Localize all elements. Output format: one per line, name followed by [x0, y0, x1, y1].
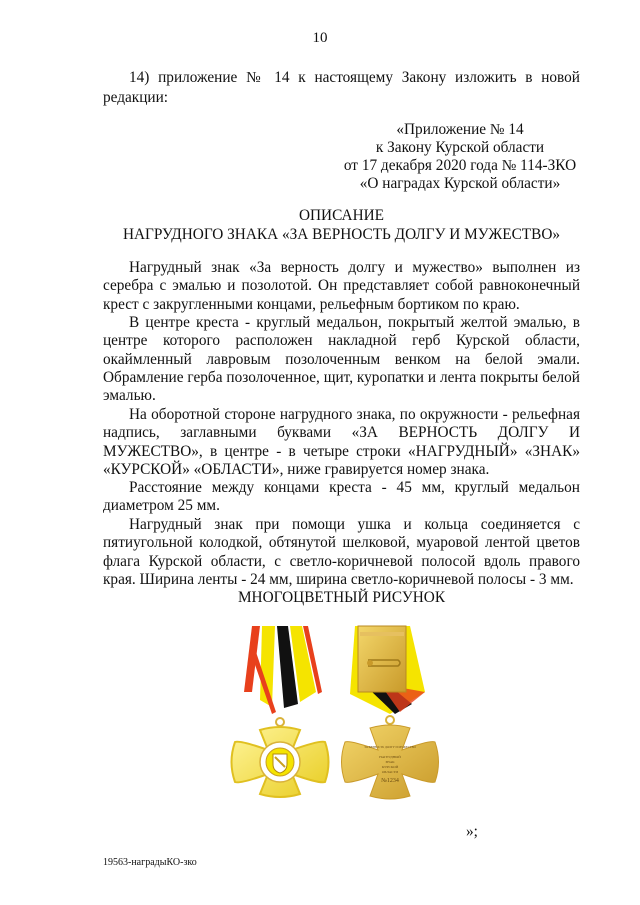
- back-center-line-4: ОБЛАСТИ: [381, 770, 399, 774]
- back-cross: [342, 725, 439, 799]
- front-cross: [232, 727, 329, 797]
- document-title: ОПИСАНИЕ: [298, 207, 385, 224]
- paragraph-5: Нагрудный знак при помощи ушка и кольца соединяется с пятиугольной колодкой, обтянутой шелковой, муаровой лентой цветов флага Курской области, с светло-коричневой полосой вдоль правого края. Ширина ленты - 24 мм, ширина светло-коричневой полосы - 3 мм.: [103, 516, 580, 588]
- document-subtitle: НАГРУДНОГО ЗНАКА «ЗА ВЕРНОСТЬ ДОЛГУ И МУЖЕСТВО»: [122, 226, 561, 243]
- appendix-line-3: от 17 декабря 2020 года № 114-ЗКО: [343, 157, 577, 174]
- paragraph-3: На оборотной стороне нагрудного знака, по окружности - рельефная надпись, заглавными буквами «ЗА ВЕРНОСТЬ ДОЛГУ И МУЖЕСТВО», в центре - в четыре строки «НАГРУДНЫЙ» «ЗНАК» «КУРСКОЙ» «ОБЛАСТИ», ниже гравируется номер знака.: [103, 406, 580, 478]
- back-center-line-2: ЗНАК: [385, 760, 395, 764]
- closing-quote: »;: [466, 823, 478, 840]
- medal-illustration: [200, 612, 460, 837]
- paragraph-4: Расстояние между концами креста - 45 мм, круглый медальон диаметром 25 мм.: [103, 479, 580, 515]
- back-center-line-3: КУРСКОЙ: [381, 765, 399, 769]
- back-center-line-1: НАГРУДНЫЙ: [379, 755, 401, 759]
- front-ribbon: [242, 626, 322, 717]
- paragraph-1: Нагрудный знак «За верность долгу и мужество» выполнен из серебра с эмалью и позолотой. Он представляет собой равноконечный крест с закругленными концами, рельефным бортиком по краю.: [103, 259, 580, 313]
- figure-title: МНОГОЦВЕТНЫЙ РИСУНОК: [237, 589, 446, 606]
- footer-document-id: 19563-наградыКО-зко: [103, 857, 197, 868]
- paragraph-2: В центре креста - круглый медальон, покрытый желтой эмалью, в центре которого расположен накладной герб Курской области, окаймленный лавровым позолоченным венком на белой эмали. Обрамление герба позолоченное, щит, куропатки и лента покрыты белой эмалью.: [103, 314, 580, 405]
- back-ribbon: [350, 626, 425, 714]
- back-number: №1234: [381, 778, 399, 784]
- appendix-line-2: к Закону Курской области: [375, 139, 545, 156]
- back-ring-text: ЗА ВЕРНОСТЬ ДОЛГУ И МУЖЕСТВО: [364, 745, 416, 749]
- intro-paragraph: 14) приложение № 14 к настоящему Закону изложить в новой редакции:: [103, 69, 580, 106]
- appendix-line-4: «О наградах Курской области»: [359, 175, 561, 192]
- appendix-line-1: «Приложение № 14: [396, 121, 524, 138]
- page-number: 10: [312, 30, 328, 46]
